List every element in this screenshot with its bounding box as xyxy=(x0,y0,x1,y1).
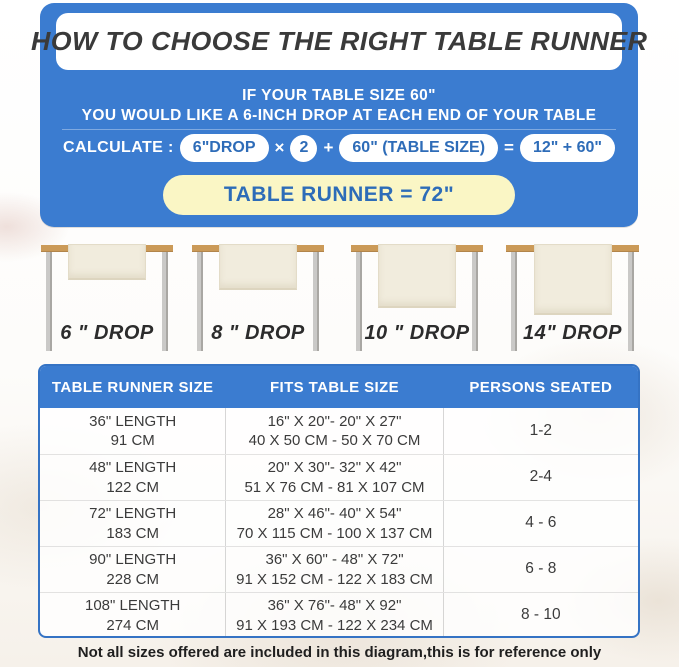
runner-size-cell xyxy=(40,547,225,592)
table-figure xyxy=(351,228,483,364)
table-row xyxy=(40,546,638,592)
fits-cm: 70 X 115 CM - 100 X 137 CM xyxy=(236,524,433,542)
intro-table-size: IF YOUR TABLE SIZE 60" xyxy=(242,87,436,104)
table-figure xyxy=(192,228,324,364)
header-divider xyxy=(62,129,616,130)
runner-length: 48" LENGTH xyxy=(89,459,177,476)
fits-inches: 28" X 46"- 40" X 54" xyxy=(267,505,402,522)
table-figure xyxy=(41,228,173,364)
fits-cm: 91 X 152 CM - 122 X 183 CM xyxy=(236,570,433,588)
runner-size-cell xyxy=(40,455,225,500)
persons-cell: 6 - 8 xyxy=(525,560,557,578)
drop-label: 10 " DROP xyxy=(364,322,470,344)
runner-cloth xyxy=(378,244,456,308)
calculate-label: CALCULATE : xyxy=(63,139,174,156)
fits-inches: 20" X 30"- 32" X 42" xyxy=(267,459,402,476)
fits-cm: 51 X 76 CM - 81 X 107 CM xyxy=(244,478,425,496)
disclaimer-note: Not all sizes offered are included in this diagram,this is for reference only xyxy=(77,644,602,661)
runner-size-cell xyxy=(40,501,225,546)
table-row xyxy=(40,454,638,500)
size-chart xyxy=(38,364,640,638)
result-pill: 12" + 60" xyxy=(520,134,615,162)
header-panel xyxy=(30,3,648,227)
runner-cloth xyxy=(68,244,146,280)
drop-pill: 6"DROP xyxy=(180,134,269,162)
runner-cm: 91 CM xyxy=(110,432,155,449)
times-sign: × xyxy=(274,138,285,157)
runner-size-cell xyxy=(40,408,225,454)
persons-cell: 8 - 10 xyxy=(520,606,561,624)
calculation-row xyxy=(40,134,638,162)
persons-cell: 2-4 xyxy=(529,468,553,486)
page-title: HOW TO CHOOSE THE RIGHT TABLE RUNNER xyxy=(30,26,648,56)
fits-inches: 36" X 76"- 48" X 92" xyxy=(267,597,402,614)
runner-length: 72" LENGTH xyxy=(89,505,177,522)
runner-cm: 274 CM xyxy=(106,616,159,634)
intro-drop: YOU WOULD LIKE A 6-INCH DROP AT EACH END OF YOUR TABLE xyxy=(81,107,597,124)
column-header-runner-size: TABLE RUNNER SIZE xyxy=(51,378,214,396)
fits-size-cell xyxy=(225,408,443,454)
column-header-fits-size: FITS TABLE SIZE xyxy=(269,378,400,396)
fits-cm: 40 X 50 CM - 50 X 70 CM xyxy=(248,432,421,449)
runner-cm: 122 CM xyxy=(106,478,159,496)
title-banner xyxy=(30,13,648,70)
fits-inches: 16" X 20"- 20" X 27" xyxy=(267,412,402,430)
drop-label: 8 " DROP xyxy=(211,322,305,344)
runner-length: 90" LENGTH xyxy=(89,551,177,568)
runner-length: 108" LENGTH xyxy=(85,597,181,614)
drop-diagrams xyxy=(0,228,679,364)
plus-sign: + xyxy=(323,138,334,157)
table-row xyxy=(40,500,638,546)
fits-size-cell xyxy=(225,501,443,546)
runner-cm: 183 CM xyxy=(106,524,159,542)
equals-sign: = xyxy=(504,138,514,157)
table-row xyxy=(40,408,638,454)
fits-inches: 36" X 60" - 48" X 72" xyxy=(265,551,404,568)
table-row xyxy=(40,592,638,638)
fits-size-cell xyxy=(225,455,443,500)
persons-cell: 1-2 xyxy=(529,421,553,439)
runner-size-cell xyxy=(40,593,225,638)
fits-size-cell xyxy=(225,547,443,592)
runner-cloth xyxy=(219,244,297,290)
table-size-pill: 60" (TABLE SIZE) xyxy=(339,134,498,162)
multiplier-badge: 2 xyxy=(290,135,317,162)
column-header-persons: PERSONS SEATED xyxy=(469,378,613,396)
drop-label: 6 " DROP xyxy=(60,322,154,344)
drop-label: 14" DROP xyxy=(522,322,623,344)
runner-cm: 228 CM xyxy=(106,570,159,588)
fits-cm: 91 X 193 CM - 122 X 234 CM xyxy=(236,616,433,634)
fits-size-cell xyxy=(225,593,443,638)
runner-cloth xyxy=(534,244,612,315)
persons-cell: 4 - 6 xyxy=(525,514,557,532)
size-chart-header xyxy=(40,366,638,408)
runner-length: 36" LENGTH xyxy=(89,412,177,430)
runner-total-pill: TABLE RUNNER = 72" xyxy=(163,175,515,215)
table-figure xyxy=(506,228,639,364)
